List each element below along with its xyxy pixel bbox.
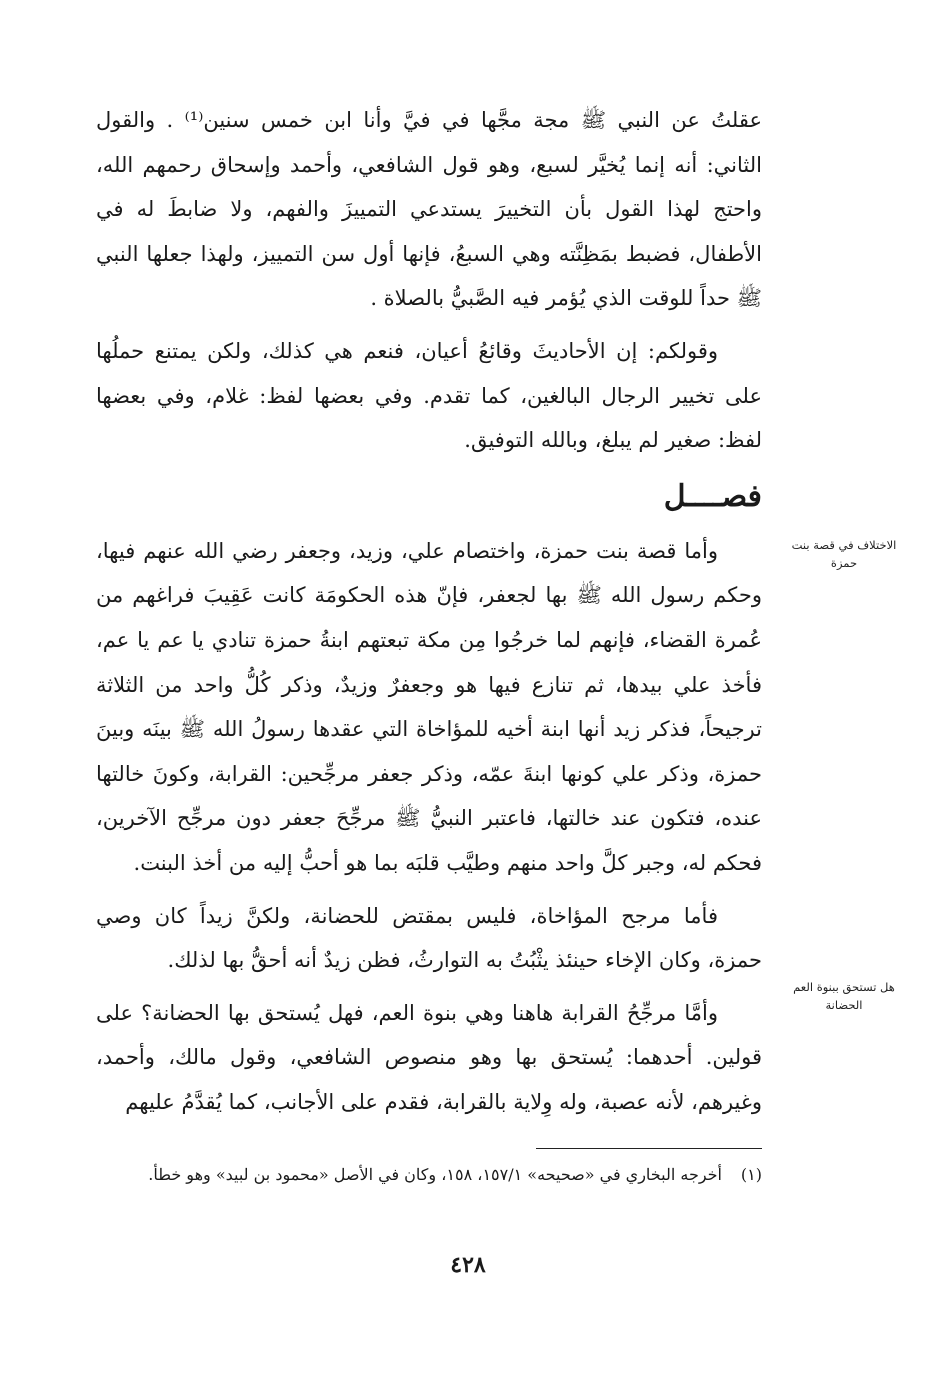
paragraph-2: وقولكم: إن الأحاديثَ وقائعُ أعيان، فنعم هي كذلك، ولكن يمتنع حملُها على تخيير الرجال البالغين، كما تقدم. وفي بعضها لفظ: غلام، وفي بعضها لفظ: صغير لم يبلغ، وبالله التوفيق. <box>96 338 762 453</box>
margin-note-hamza-daughter: الاختلاف في قصة بنت حمزة <box>791 538 897 570</box>
paragraph-1: عقلتُ عن النبي ﷺ مجة مجَّها في فيَّ وأنا ابن خمس سنين⁽¹⁾ . والقول الثاني: أنه إنما يُخيَّر لسبع، وهو قول الشافعي، وأحمد وإسحاق رحمهم الله، واحتج لهذا القول بأن التخييرَ يستدعي التمييزَ والفهم، ولا ضابطَ له في الأطفال، فضبط بمَظِنَّته وهي السبعُ، فإنها أول سن التمييز، ولهذا جعلها النبي ﷺ حداً للوقت الذي يُؤمر فيه الصَّبيُّ بالصلاة . <box>96 108 762 311</box>
footnote-number: (١) <box>740 1165 762 1184</box>
footnote-item <box>96 1160 762 1190</box>
section-heading: فصــــل <box>663 478 762 514</box>
main-text-block <box>96 98 762 1132</box>
page-number: ٤٢٨ <box>450 1252 486 1278</box>
footnotes <box>96 1160 762 1190</box>
paragraph-4: فأما مرجح المؤاخاة، فليس بمقتض للحضانة، ولكنَّ زيداً كان وصي حمزة، وكان الإخاء حينئذ يثْبُتُ به التوارثُ، فظن زيدٌ أنه أحقُّ بها لذلك. <box>96 903 762 973</box>
paragraph-3: وأما قصة بنت حمزة، واختصام علي، وزيد، وجعفر رضي الله عنهم فيها، وحكم رسول الله ﷺ بها لجعفر، فإنّ هذه الحكومَة كانت عَقِيبَ فراغهم من عُمرة القضاء، فإنهم لما خرجُوا مِن مكة تبعتهم ابنةُ حمزة تنادي يا عم يا عم، فأخذ علي بيدها، ثم تنازع فيها هو وجعفرٌ وزيدٌ، وذكر كُلُّ واحد من الثلاثة ترجيحاً، فذكر زيد أنها ابنة أخيه للمؤاخاة التي عقدها رسولُ الله ﷺ بينَه وبينَ حمزة، وذكر علي كونها ابنةَ عمّه، وذكر جعفر مرجِّحين: القرابة، وكونَ خالتها عنده، فتكون عند خالتها، فاعتبر النبيُّ ﷺ مرجِّحَ جعفر دون مرجِّح الآخرين، فحكم له، وجبر كلَّ واحد منهم وطيَّب قلبَه بما هو أحبُّ إليه من أخذ البنت. <box>96 538 762 875</box>
paragraph-5: وأمَّا مرجِّحُ القرابة هاهنا وهي بنوة العم، فهل يُستحق بها الحضانة؟ على قولين. أحدهما: يُستحق بها وهو منصوص الشافعي، وقول مالك، وأحمد، وغيرهم، لأنه عصبة، وله وِلاية بالقرابة، فقدم على الأجانب، كما يُقدَّمُ عليهم <box>96 1000 762 1114</box>
footnote-divider <box>536 1148 762 1149</box>
footnote-text: أخرجه البخاري في «صحيحه» ١٥٧/١، ١٥٨، وكان في الأصل «محمود بن لبيد» وهو خطأ. <box>148 1165 722 1184</box>
margin-note-cousin-custody: هل تستحق ببنوة العم الحضانة <box>793 980 895 1012</box>
